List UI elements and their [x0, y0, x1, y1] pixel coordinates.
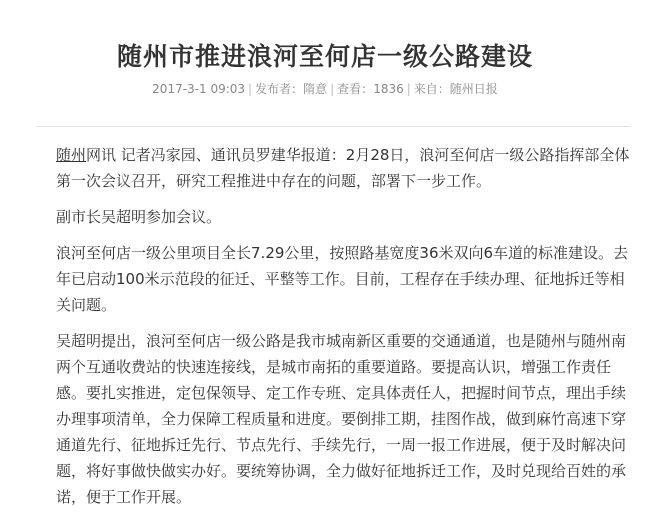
article-body [56, 142, 638, 520]
paragraph-1 [56, 142, 638, 194]
meta-separator: | [330, 82, 335, 96]
source-label: 来自： [413, 82, 450, 96]
article-meta [0, 79, 650, 99]
paragraph-2: 副市长吴超明参加会议。 [56, 208, 222, 226]
paragraph-4: 吴超明提出，浪河至何店一级公路是我市城南新区重要的交通通道，也是随州与随州南两个互通收费站的快速连接线，是城市南拓的重要道路。要提高认识，增强工作责任感。要扎实推进，定包保领导、定工作专班、定具体责任人，把握时间节点，理出手续办理事项清单，全力保障工程质量和进度。要倒排工期，挂图作战，做到麻竹高速下穿通道先行、征地拆迁先行、节点先行、手续先行，一周一报工作进展，便于及时解决问题，将好事做快做实办好。要统筹协调，全力做好征地拆迁工作，及时兑现给百姓的承诺，便于工作开展。 [56, 332, 627, 506]
title-divider [36, 126, 631, 127]
meta-separator: | [406, 82, 411, 96]
view-count: 1836 [373, 82, 404, 96]
meta-separator: | [248, 82, 253, 96]
article-title: 随州市推进浪河至何店一级公路建设 [116, 41, 533, 71]
views-label: 查看： [337, 82, 374, 96]
source-name: 随州日报 [449, 82, 498, 96]
publisher-name: 隋意 [303, 82, 328, 96]
publisher-label: 发布者： [255, 82, 304, 96]
publish-date: 2017-3-1 09:03 [152, 82, 246, 96]
paragraph-3: 浪河至何店一级公里项目全长7.29公里，按照路基宽度36米双向6车道的标准建设。去年已启动100米示范段的征迁、平整等工作。目前，工程存在手续办理、征地拆迁等相关问题。 [56, 244, 629, 314]
paragraph-1-text: 网讯 记者冯家园、通讯员罗建华报道：2月28日，浪河至何店一级公路指挥部全体第一次会议召开，研究工程推进中存在的问题，部署下一步工作。 [56, 146, 630, 190]
place-link-suizhou[interactable]: 随州 [56, 146, 87, 164]
